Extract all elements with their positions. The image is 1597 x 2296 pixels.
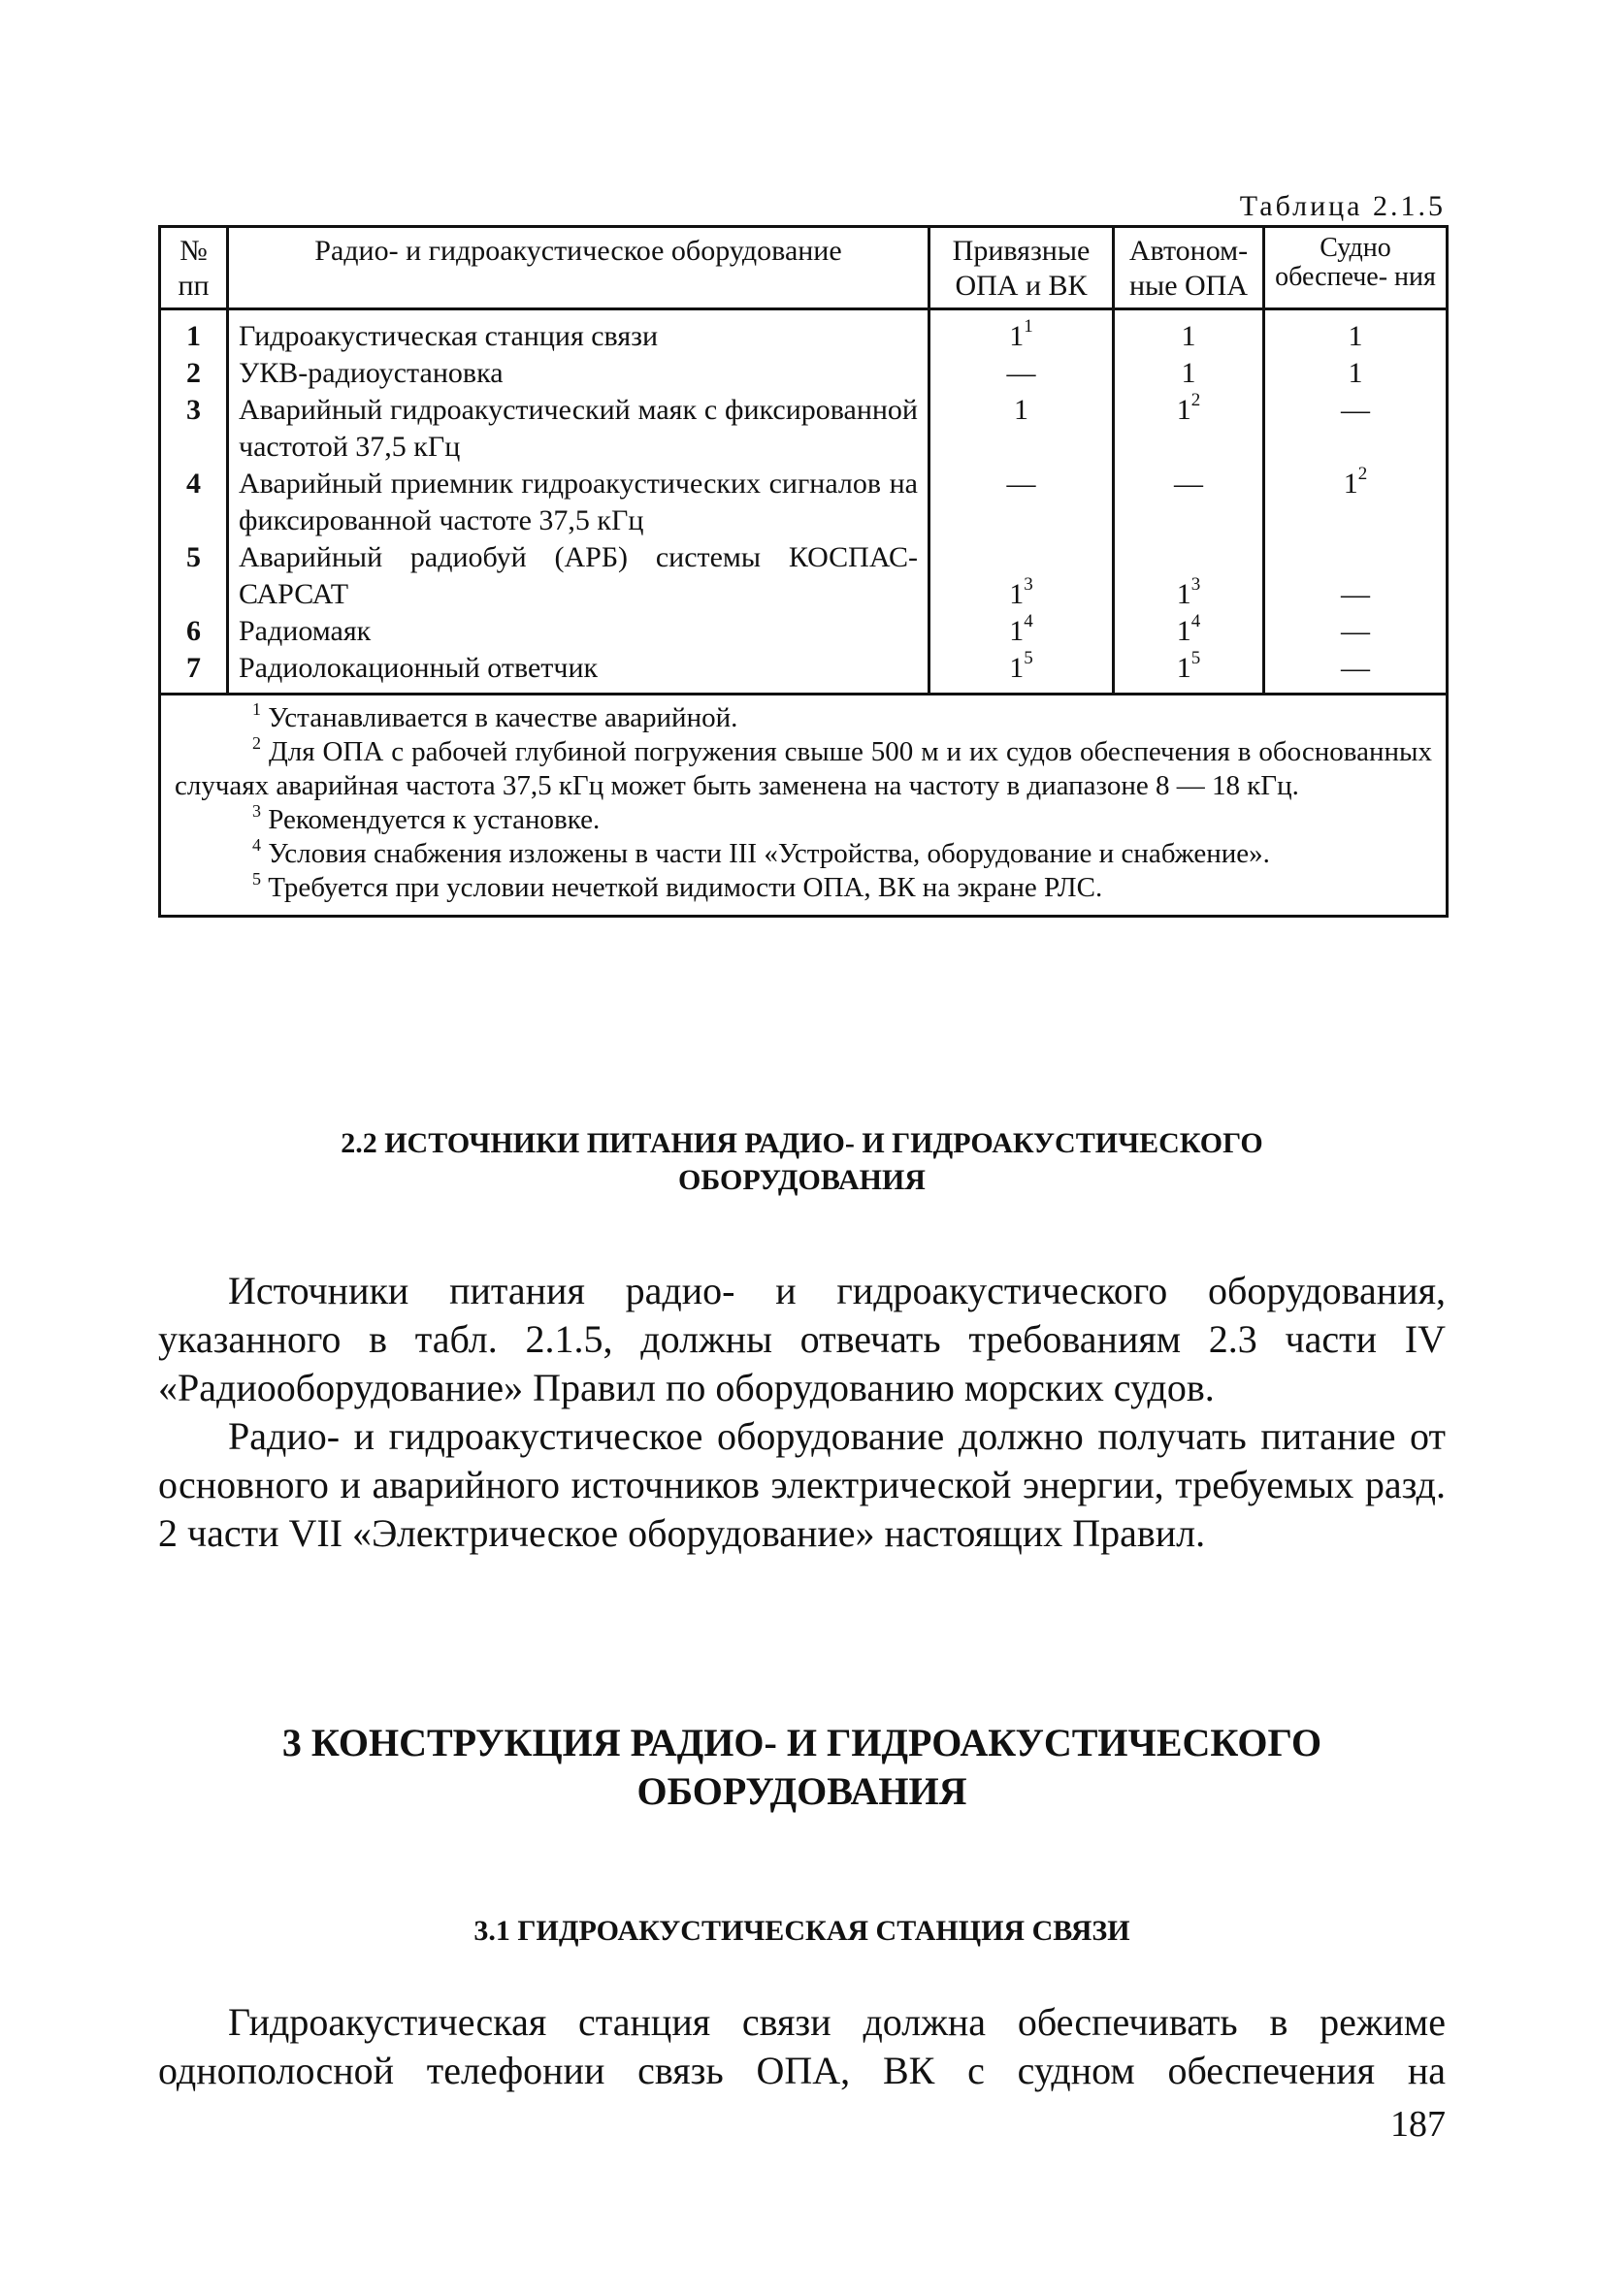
row-support-value: — (1264, 392, 1448, 466)
table-row (160, 650, 1448, 695)
row-equipment-name: Гидроакустическая станция связи (228, 309, 929, 356)
row-number: 2 (160, 355, 228, 392)
footnote: $^1$ Устанавливается в качестве аварийной. (252, 699, 738, 733)
row-support-value: $1^2$ (1264, 466, 1448, 539)
header-support-ship: Судно обеспече- ния (1264, 227, 1448, 309)
footnote: $^4$ Условия снабжения изложены в части III «Устройства, оборудование и снабжение». (252, 835, 1270, 869)
footnote: $^5$ Требуется при условии нечеткой видимости ОПА, ВК на экране РЛС. (252, 869, 1103, 903)
header-equipment: Радио- и гидроакустическое оборудование (228, 227, 929, 309)
row-support-value: — (1264, 613, 1448, 650)
row-tethered-value: — (929, 466, 1114, 539)
section-2-2-paragraph-2: Радио- и гидроакустическое оборудование должно получать питание от основного и аварийного источников электрической энергии, требуемых разд. 2 части VII «Электрическое оборудование» настоящих Правил. (158, 1414, 1446, 1555)
row-tethered-value: $1^4$ (929, 613, 1114, 650)
row-equipment-name: УКВ-радиоустановка (228, 355, 929, 392)
table-footnotes-row (160, 695, 1448, 917)
header-num: № пп (160, 227, 228, 309)
row-number: 4 (160, 466, 228, 539)
header-autonomous: Автоном- ные ОПА (1114, 227, 1264, 309)
row-support-value: — (1264, 650, 1448, 695)
header-tethered: Привязные ОПА и ВК (929, 227, 1114, 309)
row-tethered-value: $1^3$ (929, 539, 1114, 613)
row-autonomous-value: $1^5$ (1114, 650, 1264, 695)
table-row (160, 309, 1448, 356)
table-footnotes (160, 695, 1448, 917)
row-number: 7 (160, 650, 228, 695)
row-tethered-value: — (929, 355, 1114, 392)
row-autonomous-value: $1^3$ (1114, 539, 1264, 613)
page-number: 187 (1390, 2104, 1446, 2145)
row-autonomous-value: — (1114, 466, 1264, 539)
row-autonomous-value: $1^4$ (1114, 613, 1264, 650)
footnote: $^2$ Для ОПА с рабочей глубиной погружения свыше 500 м и их судов обеспечения в обоснованных случаях аварийная частота 37,5 кГц может быть заменена на частоту в диапазоне 8 — 18 кГц. (175, 733, 1433, 801)
row-autonomous-value: $1^2$ (1114, 392, 1264, 466)
table-row (160, 466, 1448, 539)
row-support-value: 1 (1264, 355, 1448, 392)
table-row (160, 392, 1448, 466)
section-2-2-paragraph-1: Источники питания радио- и гидроакустического оборудования, указанного в табл. 2.1.5, должны отвечать требованиям 2.3 части IV «Радиооборудование» Правил по оборудованию морских судов. (158, 1269, 1446, 1409)
section-3-1-paragraph: Гидроакустическая станция связи должна обеспечивать в режиме однополосной телефонии связь ОПА, ВК с судном обеспечения на (158, 2000, 1446, 2092)
row-tethered-value: $1^1$ (929, 309, 1114, 356)
table-caption: Таблица 2.1.5 (1239, 190, 1446, 222)
section-2-2-title: 2.2 ИСТОЧНИКИ ПИТАНИЯ РАДИО- И ГИДРОАКУСТИЧЕСКОГО ОБОРУДОВАНИЯ (341, 1127, 1263, 1196)
row-equipment-name: Радиолокационный ответчик (228, 650, 929, 695)
table-header-row (160, 227, 1448, 309)
row-autonomous-value: 1 (1114, 309, 1264, 356)
row-number: 1 (160, 309, 228, 356)
row-number: 3 (160, 392, 228, 466)
row-support-value: 1 (1264, 309, 1448, 356)
table-row (160, 355, 1448, 392)
row-autonomous-value: 1 (1114, 355, 1264, 392)
section-3-1-title: 3.1 ГИДРОАКУСТИЧЕСКАЯ СТАНЦИЯ СВЯЗИ (473, 1915, 1130, 1947)
row-tethered-value: 1 (929, 392, 1114, 466)
row-equipment-name: Аварийный гидроакустический маяк с фиксированной частотой 37,5 кГц (228, 392, 929, 466)
row-tethered-value: $1^5$ (929, 650, 1114, 695)
table-row (160, 613, 1448, 650)
row-equipment-name: Аварийный приемник гидроакустических сигналов на фиксированной частоте 37,5 кГц (228, 466, 929, 539)
section-3-title: 3 КОНСТРУКЦИЯ РАДИО- И ГИДРОАКУСТИЧЕСКОГО ОБОРУДОВАНИЯ (281, 1721, 1322, 1813)
row-support-value: — (1264, 539, 1448, 613)
row-number: 5 (160, 539, 228, 613)
footnote: $^3$ Рекомендуется к установке. (252, 801, 601, 835)
row-number: 6 (160, 613, 228, 650)
table-row (160, 539, 1448, 613)
equipment-table (158, 225, 1449, 918)
row-equipment-name: Радиомаяк (228, 613, 929, 650)
row-equipment-name: Аварийный радиобуй (АРБ) системы КОСПАС-САРСАТ (228, 539, 929, 613)
